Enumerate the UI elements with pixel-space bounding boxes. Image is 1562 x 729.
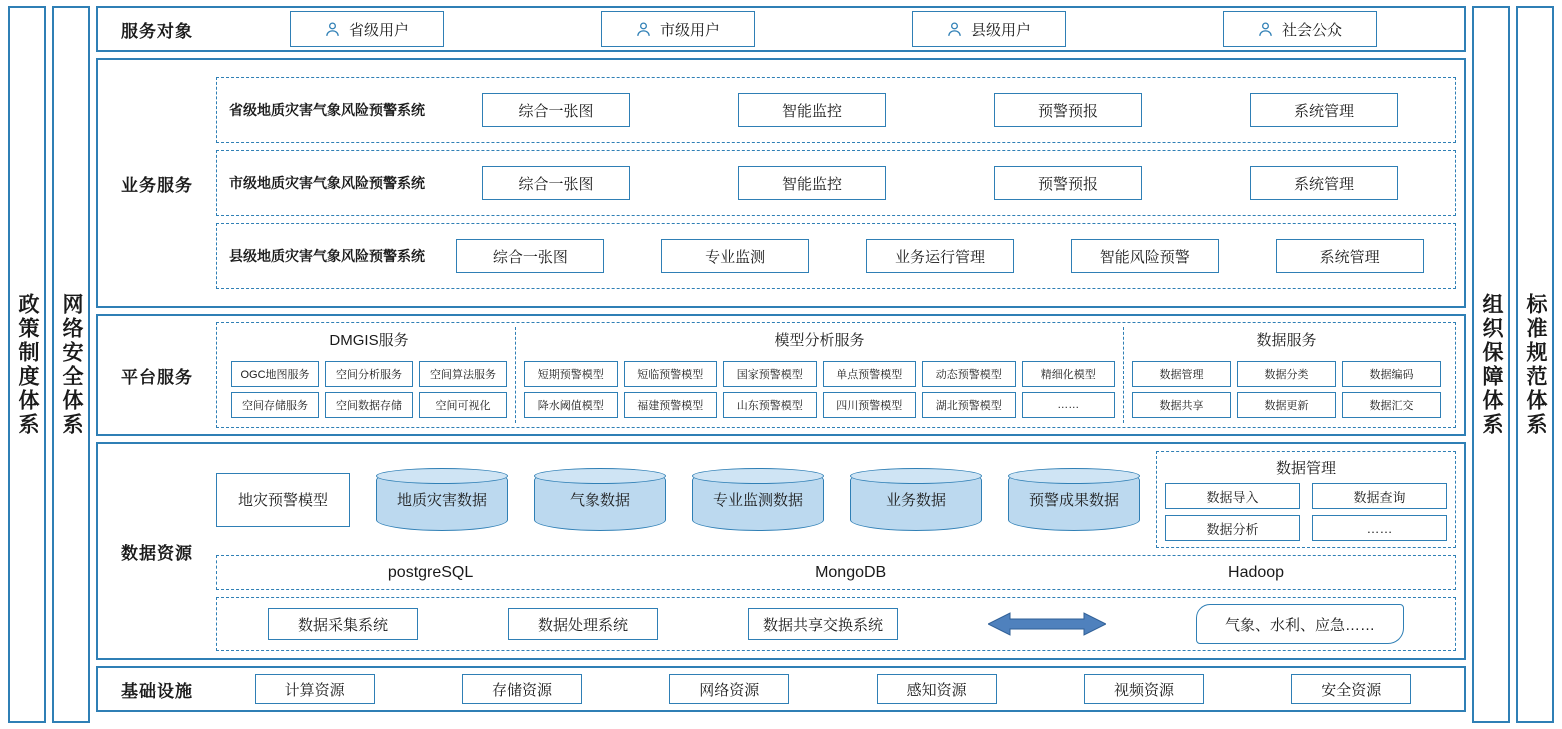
user-icon [635, 21, 652, 38]
business-group-county-label: 县级地质灾害气象风险预警系统 [229, 248, 425, 264]
business-group-provincial [216, 77, 1456, 143]
platform-group-model-analysis-title: 模型分析服务 [774, 332, 865, 349]
data-store-professional-monitoring-label: 专业监测数据 [712, 492, 803, 509]
user-icon [946, 21, 963, 38]
database-row [216, 555, 1456, 590]
business-group-county [216, 223, 1456, 289]
layer-business-services [96, 58, 1466, 308]
bidirectional-arrow [988, 611, 1106, 637]
platform-item-dynamic-model[interactable]: 动态预警模型 [922, 361, 1016, 387]
service-object-municipal-label: 市级用户 [659, 21, 720, 39]
layer-business-services-title: 业务服务 [121, 175, 193, 195]
business-item-county-map[interactable]: 综合一张图 [456, 239, 604, 273]
platform-item-data-update[interactable]: 数据更新 [1237, 392, 1336, 418]
platform-item-data-exchange[interactable]: 数据汇交 [1342, 392, 1441, 418]
business-group-county-items [433, 239, 1447, 273]
platform-item-sichuan-model[interactable]: 四川预警模型 [823, 392, 917, 418]
data-management-row-2 [1165, 515, 1447, 541]
platform-group-model-analysis-grid [524, 355, 1115, 423]
external-departments-cloud[interactable] [1196, 604, 1404, 644]
business-item-municipal-system[interactable]: 系统管理 [1250, 166, 1398, 200]
data-store-list [216, 469, 1146, 531]
business-item-provincial-monitor[interactable]: 智能监控 [738, 93, 886, 127]
platform-item-shandong-model[interactable]: 山东预警模型 [723, 392, 817, 418]
layer-service-objects [96, 6, 1466, 52]
platform-item-national-model[interactable]: 国家预警模型 [723, 361, 817, 387]
platform-item-ogc-map[interactable]: OGC地图服务 [231, 361, 319, 387]
business-item-municipal-monitor[interactable]: 智能监控 [738, 166, 886, 200]
data-store-professional-monitoring[interactable] [692, 469, 824, 531]
service-object-county[interactable] [912, 11, 1066, 47]
database-postgresql[interactable]: postgreSQL [387, 563, 474, 581]
data-resources-store-row [216, 451, 1456, 548]
platform-group-dmgis [223, 327, 515, 423]
platform-group-data-service [1123, 327, 1449, 423]
data-systems-row [216, 597, 1456, 651]
user-icon [1257, 21, 1274, 38]
infrastructure-security[interactable]: 安全资源 [1291, 674, 1411, 704]
service-object-public[interactable] [1223, 11, 1377, 47]
layers-column [96, 6, 1466, 723]
data-management-panel [1156, 451, 1456, 548]
sidebar-standard-specification-system [1516, 6, 1554, 723]
business-group-municipal [216, 150, 1456, 216]
sidebar-organization-guarantee-system-label: 组织保障体系 [1480, 292, 1504, 437]
service-object-public-label: 社会公众 [1281, 21, 1342, 39]
data-store-meteorological[interactable] [534, 469, 666, 531]
platform-model-row-2 [524, 392, 1115, 418]
sidebar-network-security-system [52, 6, 90, 723]
business-group-provincial-label: 省级地质灾害气象风险预警系统 [229, 102, 425, 118]
platform-item-fujian-model[interactable]: 福建预警模型 [624, 392, 718, 418]
database-hadoop[interactable]: Hadoop [1228, 563, 1285, 581]
layer-infrastructure [96, 666, 1466, 712]
infrastructure-items [216, 668, 1464, 710]
business-group-provincial-items [433, 93, 1447, 127]
sidebar-policy-system [8, 6, 46, 723]
service-object-county-label: 县级用户 [970, 21, 1031, 39]
infrastructure-compute[interactable]: 计算资源 [255, 674, 375, 704]
platform-item-data-classification[interactable]: 数据分类 [1237, 361, 1336, 387]
business-item-municipal-map[interactable]: 综合一张图 [482, 166, 630, 200]
platform-item-spatial-algorithm[interactable]: 空间算法服务 [419, 361, 507, 387]
data-management-query[interactable]: 数据查询 [1312, 483, 1447, 509]
business-item-county-monitoring[interactable]: 专业监测 [661, 239, 809, 273]
data-store-geohazard[interactable] [376, 469, 508, 531]
system-data-collection[interactable]: 数据采集系统 [268, 608, 418, 640]
platform-item-more-models[interactable]: …… [1022, 392, 1116, 418]
layer-data-resources [96, 442, 1466, 660]
data-store-business-label: 业务数据 [885, 492, 946, 509]
business-item-county-operation[interactable]: 业务运行管理 [866, 239, 1014, 273]
platform-item-spatial-visualization[interactable]: 空间可视化 [419, 392, 507, 418]
business-item-provincial-system[interactable]: 系统管理 [1250, 93, 1398, 127]
infrastructure-storage[interactable]: 存储资源 [462, 674, 582, 704]
business-item-municipal-warning[interactable]: 预警预报 [994, 166, 1142, 200]
data-store-meteorological-label: 气象数据 [569, 492, 630, 509]
platform-dmgis-row-2 [231, 392, 507, 418]
platform-services-body [216, 316, 1464, 434]
sidebar-organization-guarantee-system [1472, 6, 1510, 723]
data-management-grid [1165, 483, 1447, 541]
platform-dmgis-row-1 [231, 361, 507, 387]
data-store-warning-results[interactable] [1008, 469, 1140, 531]
service-objects-row [216, 8, 1464, 50]
platform-model-row-1 [524, 361, 1115, 387]
platform-data-row-1 [1132, 361, 1441, 387]
platform-item-imminent-model[interactable]: 短临预警模型 [624, 361, 718, 387]
business-item-provincial-map[interactable]: 综合一张图 [482, 93, 630, 127]
user-icon [324, 21, 341, 38]
sidebar-network-security-system-label: 网络安全体系 [60, 292, 84, 437]
layer-platform-services-title: 平台服务 [121, 367, 193, 387]
platform-group-dmgis-title: DMGIS服务 [329, 332, 409, 349]
layer-platform-services [96, 314, 1466, 436]
data-store-geohazard-label: 地质灾害数据 [396, 492, 487, 509]
data-store-warning-model[interactable]: 地灾预警模型 [216, 473, 350, 527]
platform-group-model-analysis [515, 327, 1123, 423]
platform-item-data-encoding[interactable]: 数据编码 [1342, 361, 1441, 387]
layer-service-objects-title: 服务对象 [121, 21, 193, 41]
sidebar-standard-specification-system-label: 标准规范体系 [1524, 292, 1548, 437]
platform-item-single-point-model[interactable]: 单点预警模型 [823, 361, 917, 387]
service-object-municipal[interactable] [601, 11, 755, 47]
data-store-business[interactable] [850, 469, 982, 531]
service-object-provincial-label: 省级用户 [348, 21, 409, 39]
data-store-warning-results-label: 预警成果数据 [1028, 492, 1119, 509]
data-management-import[interactable]: 数据导入 [1165, 483, 1300, 509]
infrastructure-sensing[interactable]: 感知资源 [877, 674, 997, 704]
data-resources-body [216, 444, 1464, 658]
platform-item-spatial-storage-service[interactable]: 空间存储服务 [231, 392, 319, 418]
data-management-row-1 [1165, 483, 1447, 509]
platform-group-data-service-title: 数据服务 [1256, 332, 1317, 349]
infrastructure-video[interactable]: 视频资源 [1084, 674, 1204, 704]
service-object-provincial[interactable] [290, 11, 444, 47]
platform-group-data-service-grid [1132, 355, 1441, 423]
platform-services-groups [216, 322, 1456, 428]
double-arrow-icon [988, 611, 1106, 637]
business-item-county-risk-warning[interactable]: 智能风险预警 [1071, 239, 1219, 273]
business-item-provincial-warning[interactable]: 预警预报 [994, 93, 1142, 127]
platform-item-short-term-model[interactable]: 短期预警模型 [524, 361, 618, 387]
platform-item-spatial-analysis[interactable]: 空间分析服务 [325, 361, 413, 387]
platform-group-dmgis-grid [231, 355, 507, 423]
database-mongodb[interactable]: MongoDB [815, 563, 887, 581]
infrastructure-network[interactable]: 网络资源 [669, 674, 789, 704]
platform-item-spatial-data-storage[interactable]: 空间数据存储 [325, 392, 413, 418]
platform-data-row-2 [1132, 392, 1441, 418]
system-data-processing[interactable]: 数据处理系统 [508, 608, 658, 640]
platform-item-data-sharing[interactable]: 数据共享 [1132, 392, 1231, 418]
business-group-municipal-label: 市级地质灾害气象风险预警系统 [229, 175, 425, 191]
platform-item-rainfall-threshold-model[interactable]: 降水阈值模型 [524, 392, 618, 418]
external-departments-label: 气象、水利、应急…… [1224, 616, 1375, 634]
layer-infrastructure-title: 基础设施 [121, 681, 193, 701]
sidebar-policy-system-label: 政策制度体系 [16, 292, 40, 437]
business-item-county-system[interactable]: 系统管理 [1276, 239, 1424, 273]
system-data-exchange[interactable]: 数据共享交换系统 [748, 608, 898, 640]
business-services-body [216, 60, 1464, 306]
data-management-analysis[interactable]: 数据分析 [1165, 515, 1300, 541]
platform-item-data-management[interactable]: 数据管理 [1132, 361, 1231, 387]
business-group-municipal-items [433, 166, 1447, 200]
data-management-title: 数据管理 [1275, 460, 1336, 477]
platform-item-refined-model[interactable]: 精细化模型 [1022, 361, 1116, 387]
data-management-more[interactable]: …… [1312, 515, 1447, 541]
platform-item-hubei-model[interactable]: 湖北预警模型 [922, 392, 1016, 418]
layer-data-resources-title: 数据资源 [121, 543, 193, 563]
